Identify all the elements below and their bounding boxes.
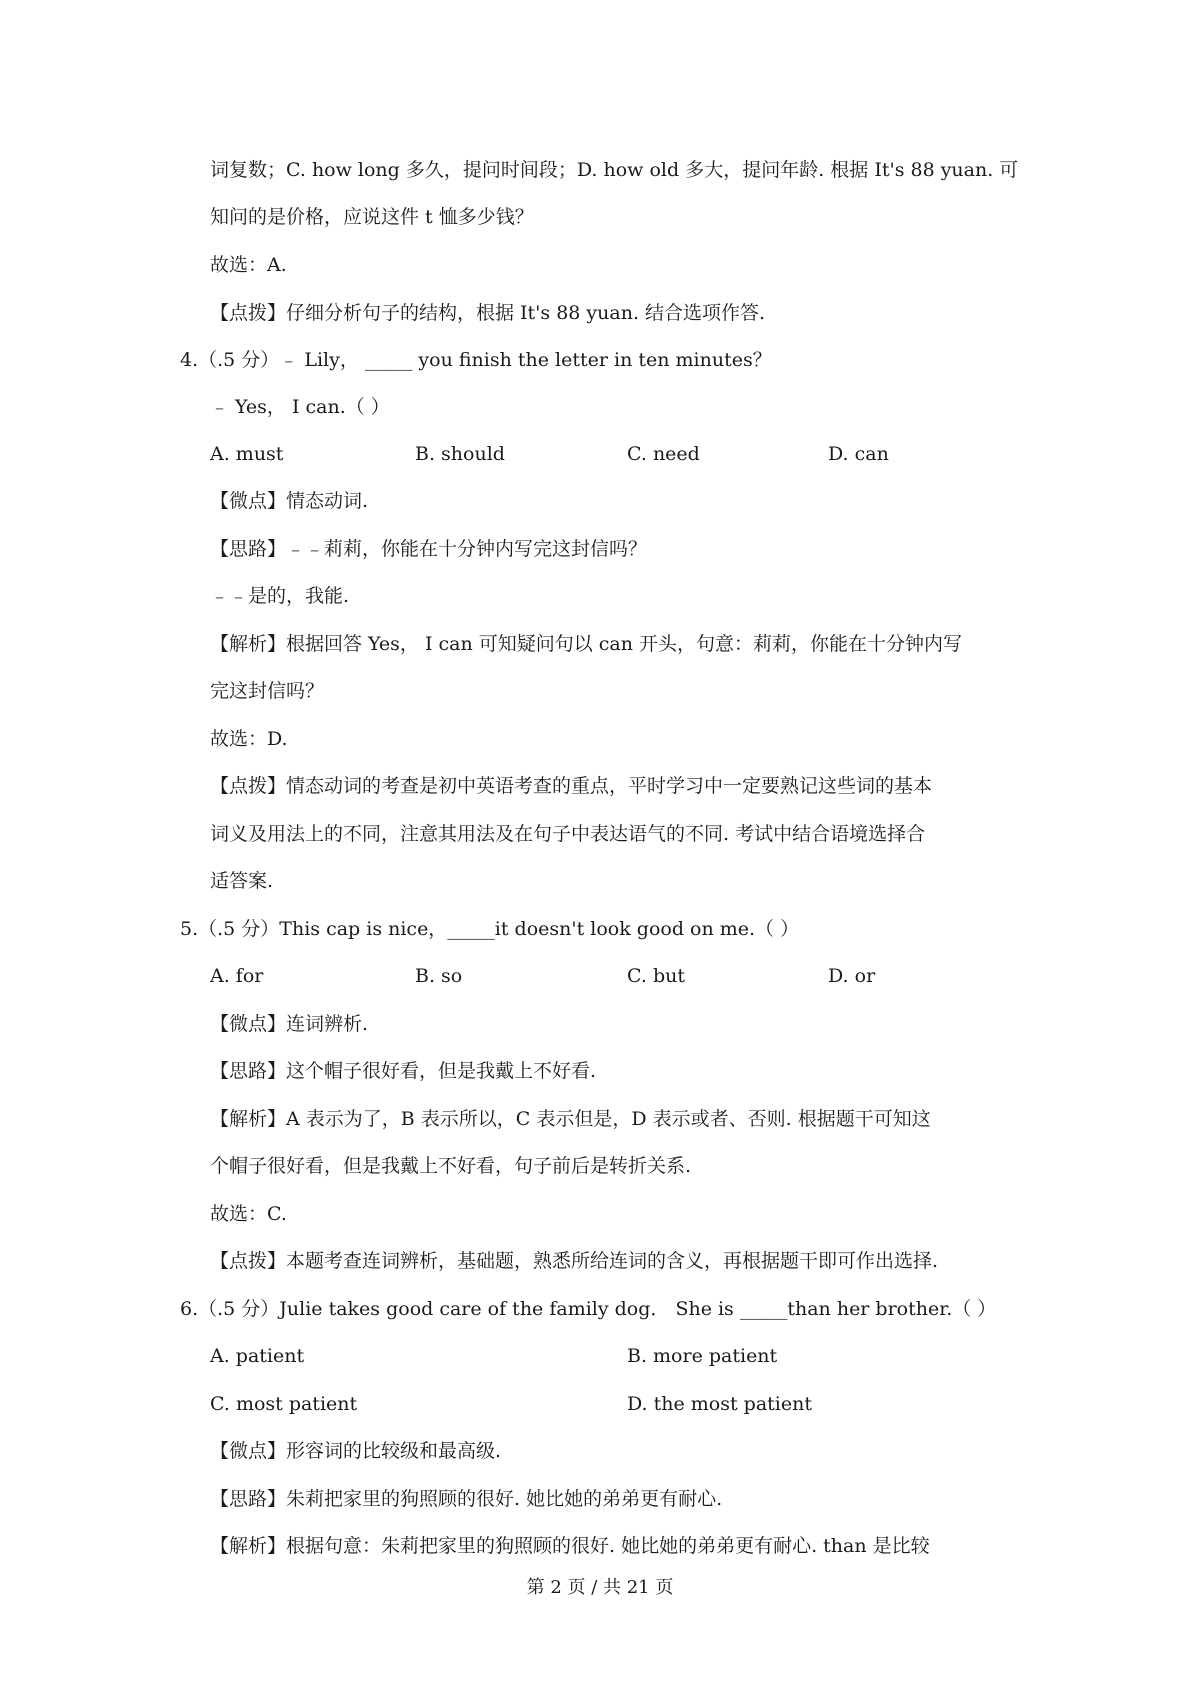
q5-option-b: B. so — [415, 965, 463, 987]
q6-option-c: C. most patient — [210, 1393, 358, 1415]
q5-option-c: C. but — [627, 965, 685, 987]
text-line: ﹣﹣是的，我能. — [210, 585, 350, 607]
text-line: 完这封信吗？ — [210, 680, 325, 702]
idea-line: 【思路】﹣﹣莉莉，你能在十分钟内写完这封信吗？ — [210, 538, 648, 560]
q5-option-a: A. for — [210, 965, 264, 987]
question-6: 6.（.5 分）Julie takes good care of the family dog． She is _____than her brother.（ ） — [180, 1298, 997, 1320]
point-line: 【微点】情态动词. — [210, 490, 369, 512]
tip-line: 【点拨】本题考查连词辨析，基础题，熟悉所给连词的含义，再根据题干即可作出选择. — [210, 1250, 939, 1272]
analysis-line: 【解析】根据回答 Yes， I can 可知疑问句以 can 开头，句意：莉莉，你能在十分钟内写 — [210, 633, 963, 655]
q4-option-c: C. need — [627, 443, 700, 465]
text-line: 词复数；C. how long 多久，提问时间段；D. how old 多大，提问年龄. 根据 It's 88 yuan. 可 — [210, 159, 1019, 181]
q6-option-b: B. more patient — [627, 1345, 778, 1367]
idea-line: 【思路】朱莉把家里的狗照顾的很好. 她比她的弟弟更有耐心. — [210, 1488, 723, 1510]
q4-option-d: D. can — [828, 443, 889, 465]
tip-line: 【点拨】仔细分析句子的结构，根据 It's 88 yuan. 结合选项作答. — [210, 302, 766, 324]
q6-option-d: D. the most patient — [627, 1393, 812, 1415]
q4-option-a: A. must — [210, 443, 284, 465]
text-line: 个帽子很好看，但是我戴上不好看，句子前后是转折关系. — [210, 1155, 692, 1177]
point-line: 【微点】形容词的比较级和最高级. — [210, 1440, 502, 1462]
analysis-line: 【解析】根据句意：朱莉把家里的狗照顾的很好. 她比她的弟弟更有耐心. than 是比较 — [210, 1535, 930, 1557]
answer-line: 故选：D. — [210, 728, 288, 750]
question-5: 5.（.5 分）This cap is nice，_____it doesn't look good on me.（ ） — [180, 918, 800, 940]
point-line: 【微点】连词辨析. — [210, 1013, 369, 1035]
text-line: 知问的是价格，应说这件 t 恤多少钱？ — [210, 206, 534, 228]
text-line: ﹣ Yes， I can.（ ） — [210, 396, 390, 418]
tip-line: 【点拨】情态动词的考查是初中英语考查的重点，平时学习中一定要熟记这些词的基本 — [210, 775, 933, 797]
q6-option-a: A. patient — [210, 1345, 305, 1367]
answer-line: 故选：C. — [210, 1203, 287, 1225]
q5-option-d: D. or — [828, 965, 876, 987]
page-footer: 第 2 页 / 共 21 页 — [526, 1577, 674, 1598]
idea-line: 【思路】这个帽子很好看，但是我戴上不好看. — [210, 1060, 597, 1082]
text-line: 词义及用法上的不同，注意其用法及在句子中表达语气的不同. 考试中结合语境选择合 — [210, 823, 926, 845]
q4-option-b: B. should — [415, 443, 505, 465]
text-line: 故选：A. — [210, 254, 287, 276]
analysis-line: 【解析】A 表示为了，B 表示所以，C 表示但是，D 表示或者、否则. 根据题干可知这 — [210, 1108, 931, 1130]
question-4: 4.（.5 分）﹣ Lily， _____ you finish the letter in ten minutes？ — [180, 349, 772, 371]
text-line: 适答案. — [210, 870, 274, 892]
